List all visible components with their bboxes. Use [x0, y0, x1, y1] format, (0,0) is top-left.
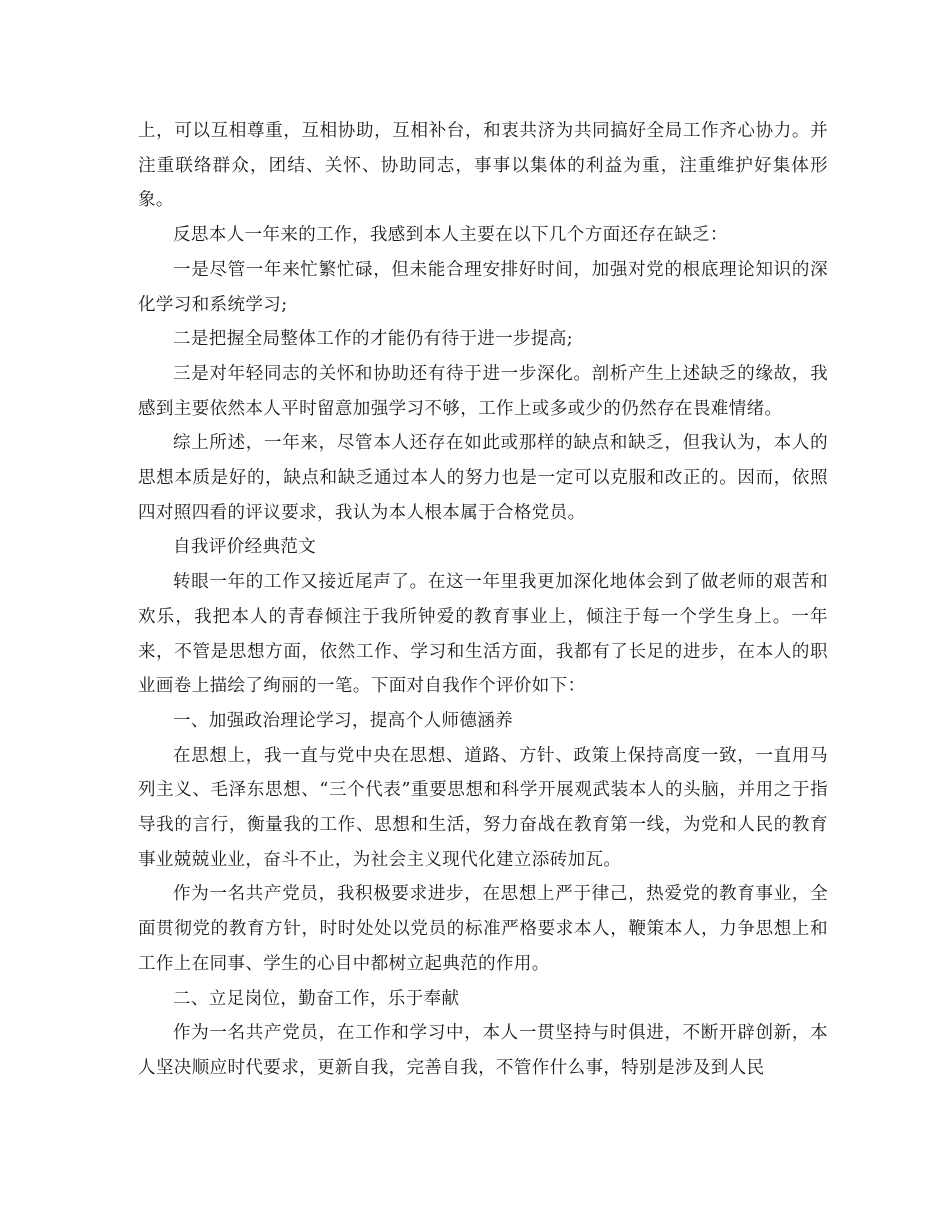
paragraph-shortcoming-1: 一是尽管一年来忙繁忙碌，但未能合理安排好时间，加强对党的根底理论知识的深化学习和系统学习; — [138, 259, 828, 315]
paragraph-party-member: 作为一名共产党员，我积极要求进步，在思想上严于律己，热爱党的教育事业，全面贯彻党的教育方针，时时处处以党员的标准严格要求本人，鞭策本人，力争思想上和工作上在同事、学生的心目中都树立起典范的作用。 — [138, 884, 828, 974]
paragraph-political-thought: 在思想上，我一直与党中央在思想、道路、方针、政策上保持高度一致，一直用马列主义、毛泽东思想、“三个代表”重要思想和科学开展观武装本人的头脑，并用之于指导我的言行，衡量我的工作、思想和生活，努力奋战在教育第一线，为党和人民的教育事业兢兢业业，奋斗不止，为社会主义现代化建立添砖加瓦。 — [138, 745, 828, 870]
paragraph-continuation: 上，可以互相尊重，互相协助，互相补台，和衷共济为共同搞好全局工作齐心协力。并注重联络群众，团结、关怀、协助同志，事事以集体的利益为重，注重维护好集体形象。 — [138, 121, 828, 211]
section-title: 自我评价经典范文 — [173, 537, 317, 558]
subheading-political-study: 一、加强政治理论学习，提高个人师德涵养 — [173, 710, 514, 731]
paragraph-shortcoming-2: 二是把握全局整体工作的才能仍有待于进一步提高; — [173, 329, 574, 350]
paragraph-innovation: 作为一名共产党员，在工作和学习中，本人一贯坚持与时俱进，不断开辟创新，本人坚决顺应时代要求，更新自我，完善自我，不管作什么事，特别是涉及到人民 — [138, 1023, 828, 1078]
document-body — [138, 114, 828, 1086]
paragraph-reflection-intro: 反思本人一年来的工作，我感到本人主要在以下几个方面还存在缺乏： — [173, 225, 728, 246]
paragraph-shortcoming-3: 三是对年轻同志的关怀和协助还有待于进一步深化。剖析产生上述缺乏的缘故，我感到主要依然本人平时留意加强学习不够，工作上或多或少的仍然存在畏难情绪。 — [138, 363, 828, 419]
paragraph-summary: 综上所述，一年来，尽管本人还存在如此或那样的缺点和缺乏，但我认为，本人的思想本质是好的，缺点和缺乏通过本人的努力也是一定可以克服和改正的。因而，依照四对照四看的评议要求，我认为本人根本属于合格党员。 — [138, 433, 828, 523]
subheading-dedication: 二、立足岗位，勤奋工作，乐于奉献 — [173, 988, 460, 1009]
paragraph-year-review: 转眼一年的工作又接近尾声了。在这一年里我更加深化地体会到了做老师的艰苦和欢乐，我把本人的青春倾注于我所钟爱的教育事业上，倾注于每一个学生身上。一年来，不管是思想方面，依然工作、学习和生活方面，我都有了长足的进步，在本人的职业画卷上描绘了绚丽的一笔。下面对自我作个评价如下： — [138, 572, 828, 697]
